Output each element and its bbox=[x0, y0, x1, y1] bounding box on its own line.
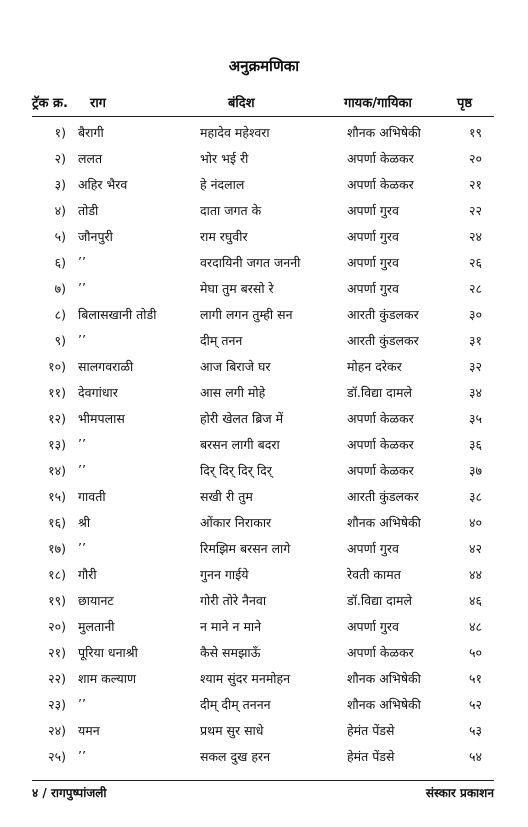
table-row bbox=[32, 198, 494, 224]
cell-track-number: २२) bbox=[48, 671, 66, 686]
cell-singer: आरती कुंडलकर bbox=[347, 489, 419, 504]
header-track: ट्रॅक क्र. bbox=[32, 96, 68, 111]
cell-bandish: आस लगी मोहे bbox=[200, 385, 266, 400]
cell-singer: हेमंत पेंडसे bbox=[347, 723, 395, 738]
cell-bandish: सकल दुख हरन bbox=[200, 749, 271, 764]
cell-page-number: ३५ bbox=[468, 411, 482, 426]
cell-singer: शौनक अभिषेकी bbox=[347, 125, 421, 140]
cell-singer: अपर्णा गुरव bbox=[347, 541, 399, 556]
table-row bbox=[32, 172, 494, 198]
cell-page-number: ३२ bbox=[468, 359, 482, 374]
page-title: अनुक्रमणिका bbox=[228, 57, 300, 75]
cell-singer: आरती कुंडलकर bbox=[347, 333, 419, 348]
cell-page-number: १९ bbox=[468, 125, 482, 140]
table-header bbox=[32, 93, 494, 113]
cell-track-number: २५) bbox=[48, 749, 66, 764]
cell-bandish: होरी खेलत ब्रिज में bbox=[200, 411, 284, 426]
index-table bbox=[32, 120, 494, 770]
table-row bbox=[32, 380, 494, 406]
cell-bandish: हे नंदलाल bbox=[200, 177, 245, 192]
cell-raag: पूरिया धनाश्री bbox=[78, 645, 138, 660]
cell-raag: गौरी bbox=[78, 567, 97, 582]
cell-bandish: मेघा तुम बरसो रे bbox=[200, 281, 274, 296]
cell-raag: ललत bbox=[78, 151, 103, 166]
cell-track-number: ६) bbox=[54, 255, 66, 270]
cell-bandish: लागी लगन तुम्ही सन bbox=[200, 307, 293, 322]
cell-raag: तोडी bbox=[78, 203, 99, 218]
cell-raag: बिलासखानी तोडी bbox=[78, 307, 157, 322]
cell-bandish: वरदायिनी जगत जननी bbox=[200, 255, 301, 270]
table-row bbox=[32, 718, 494, 744]
table-row bbox=[32, 562, 494, 588]
cell-singer: अपर्णा केळकर bbox=[347, 463, 414, 478]
cell-bandish: प्रथम सुर साधे bbox=[200, 723, 264, 738]
table-row bbox=[32, 328, 494, 354]
cell-raag: ’’ bbox=[78, 436, 86, 451]
table-row bbox=[32, 302, 494, 328]
cell-raag: गावती bbox=[78, 489, 106, 504]
cell-track-number: ५) bbox=[54, 229, 66, 244]
cell-bandish: न माने न माने bbox=[200, 619, 262, 634]
cell-raag: श्री bbox=[78, 515, 91, 530]
cell-track-number: ४) bbox=[54, 203, 66, 218]
cell-singer: आरती कुंडलकर bbox=[347, 307, 419, 322]
cell-bandish: सखी री तुम bbox=[200, 489, 253, 504]
cell-track-number: २४) bbox=[48, 723, 66, 738]
cell-singer: अपर्णा गुरव bbox=[347, 281, 399, 296]
cell-track-number: १३) bbox=[48, 437, 66, 452]
table-row bbox=[32, 406, 494, 432]
cell-singer: अपर्णा केळकर bbox=[347, 177, 414, 192]
cell-track-number: १५) bbox=[48, 489, 66, 504]
header-page: पृष्ठ bbox=[457, 96, 473, 111]
footer-book-title: ४ / रागपुष्पांजली bbox=[32, 786, 107, 800]
cell-raag: ’’ bbox=[78, 332, 86, 347]
cell-page-number: ५० bbox=[468, 645, 482, 660]
table-row bbox=[32, 744, 494, 770]
cell-raag: बैरागी bbox=[78, 125, 104, 140]
cell-singer: अपर्णा गुरव bbox=[347, 619, 399, 634]
cell-singer: अपर्णा केळकर bbox=[347, 437, 414, 452]
cell-raag: देवगांधार bbox=[78, 385, 118, 400]
cell-page-number: ४४ bbox=[468, 567, 482, 582]
header-bandish: बंदिश bbox=[228, 96, 255, 111]
cell-page-number: २० bbox=[468, 151, 482, 166]
cell-raag: ’’ bbox=[78, 280, 86, 295]
cell-track-number: २) bbox=[54, 151, 66, 166]
cell-bandish: गोरी तोरे नैनवा bbox=[200, 593, 267, 608]
table-row bbox=[32, 146, 494, 172]
cell-page-number: ४२ bbox=[468, 541, 482, 556]
cell-page-number: ५४ bbox=[468, 749, 482, 764]
cell-page-number: २६ bbox=[468, 255, 482, 270]
cell-singer: अपर्णा गुरव bbox=[347, 229, 399, 244]
table-row bbox=[32, 640, 494, 666]
cell-page-number: ४८ bbox=[468, 619, 482, 634]
cell-track-number: १७) bbox=[48, 541, 66, 556]
cell-track-number: ३) bbox=[54, 177, 66, 192]
cell-raag: ’’ bbox=[78, 254, 86, 269]
table-row bbox=[32, 276, 494, 302]
cell-singer: डॉ.विद्या दामले bbox=[347, 593, 412, 608]
cell-singer: मोहन दरेकर bbox=[347, 359, 402, 374]
cell-page-number: ५१ bbox=[468, 671, 482, 686]
cell-track-number: १६) bbox=[48, 515, 66, 530]
cell-bandish: गुनन गाईये bbox=[200, 567, 249, 582]
cell-track-number: १०) bbox=[48, 359, 66, 374]
cell-page-number: २१ bbox=[468, 177, 482, 192]
cell-bandish: राम रघुवीर bbox=[200, 229, 248, 244]
cell-singer: अपर्णा गुरव bbox=[347, 203, 399, 218]
cell-singer: अपर्णा केळकर bbox=[347, 411, 414, 426]
cell-raag: ’’ bbox=[78, 540, 86, 555]
cell-raag: मुलतानी bbox=[78, 619, 115, 634]
table-row bbox=[32, 666, 494, 692]
cell-track-number: ११) bbox=[48, 385, 66, 400]
cell-raag: शाम कल्याण bbox=[78, 671, 137, 686]
cell-bandish: दीम् तनन bbox=[200, 333, 243, 348]
cell-page-number: ३१ bbox=[468, 333, 482, 348]
cell-track-number: २१) bbox=[48, 645, 66, 660]
footer-publisher: संस्कार प्रकाशन bbox=[425, 786, 494, 800]
cell-page-number: ३४ bbox=[468, 385, 482, 400]
cell-page-number: २२ bbox=[468, 203, 482, 218]
cell-raag: सालगवराळी bbox=[78, 359, 134, 374]
cell-track-number: ८) bbox=[54, 307, 66, 322]
table-row bbox=[32, 250, 494, 276]
cell-page-number: ५३ bbox=[468, 723, 482, 738]
header-divider bbox=[32, 116, 494, 117]
table-row bbox=[32, 354, 494, 380]
table-row bbox=[32, 588, 494, 614]
table-row bbox=[32, 458, 494, 484]
cell-raag: ’’ bbox=[78, 696, 86, 711]
cell-track-number: १२) bbox=[48, 411, 66, 426]
cell-singer: अपर्णा गुरव bbox=[347, 255, 399, 270]
table-row bbox=[32, 692, 494, 718]
cell-page-number: ३६ bbox=[468, 437, 482, 452]
table-row bbox=[32, 224, 494, 250]
cell-raag: अहिर भैरव bbox=[78, 177, 128, 192]
cell-page-number: ३८ bbox=[468, 489, 482, 504]
cell-bandish: दाता जगत के bbox=[200, 203, 262, 218]
cell-bandish: ओंकार निराकार bbox=[200, 515, 272, 530]
cell-singer: अपर्णा केळकर bbox=[347, 645, 414, 660]
cell-track-number: २३) bbox=[48, 697, 66, 712]
cell-track-number: ७) bbox=[54, 281, 66, 296]
cell-singer: शौनक अभिषेकी bbox=[347, 515, 421, 530]
cell-bandish: बरसन लागी बदरा bbox=[200, 437, 280, 452]
header-singer: गायक/गायिका bbox=[344, 96, 412, 111]
cell-bandish: दिर् दिर् दिर् दिर् bbox=[200, 463, 272, 478]
cell-singer: शौनक अभिषेकी bbox=[347, 697, 421, 712]
cell-page-number: ३७ bbox=[468, 463, 482, 478]
cell-singer: हेमंत पेंडसे bbox=[347, 749, 395, 764]
cell-page-number: ४६ bbox=[468, 593, 482, 608]
cell-track-number: १९) bbox=[48, 593, 66, 608]
cell-track-number: २०) bbox=[48, 619, 66, 634]
cell-raag: जौनपुरी bbox=[78, 229, 113, 244]
cell-track-number: १८) bbox=[48, 567, 66, 582]
header-raag: राग bbox=[90, 96, 107, 111]
cell-page-number: ४० bbox=[468, 515, 482, 530]
cell-singer: अपर्णा केळकर bbox=[347, 151, 414, 166]
cell-bandish: महादेव महेश्वरा bbox=[200, 125, 270, 140]
cell-raag: ’’ bbox=[78, 748, 86, 763]
cell-raag: छायानट bbox=[78, 593, 114, 608]
table-row bbox=[32, 120, 494, 146]
cell-singer: रेवती कामत bbox=[347, 567, 401, 582]
cell-page-number: २८ bbox=[468, 281, 482, 296]
cell-raag: यमन bbox=[78, 723, 100, 738]
cell-bandish: दीम् दीम् तननन bbox=[200, 697, 271, 712]
cell-bandish: कैसे समझाऊँ bbox=[200, 645, 261, 660]
table-row bbox=[32, 432, 494, 458]
cell-track-number: ९) bbox=[54, 333, 66, 348]
table-row bbox=[32, 536, 494, 562]
cell-bandish: आज बिराजे घर bbox=[200, 359, 271, 374]
cell-page-number: २४ bbox=[468, 229, 482, 244]
cell-page-number: ५२ bbox=[468, 697, 482, 712]
cell-singer: शौनक अभिषेकी bbox=[347, 671, 421, 686]
footer-divider bbox=[32, 780, 494, 781]
cell-raag: ’’ bbox=[78, 462, 86, 477]
cell-bandish: रिमझिम बरसन लागे bbox=[200, 541, 291, 556]
cell-singer: डॉ.विद्या दामले bbox=[347, 385, 412, 400]
cell-track-number: १) bbox=[54, 125, 66, 140]
cell-bandish: श्याम सुंदर मनमोहन bbox=[200, 671, 291, 686]
table-row bbox=[32, 484, 494, 510]
cell-bandish: भोर भई री bbox=[200, 151, 249, 166]
table-row bbox=[32, 510, 494, 536]
table-row bbox=[32, 614, 494, 640]
cell-raag: भीमपलास bbox=[78, 411, 125, 426]
cell-page-number: ३० bbox=[468, 307, 482, 322]
cell-track-number: १४) bbox=[48, 463, 66, 478]
